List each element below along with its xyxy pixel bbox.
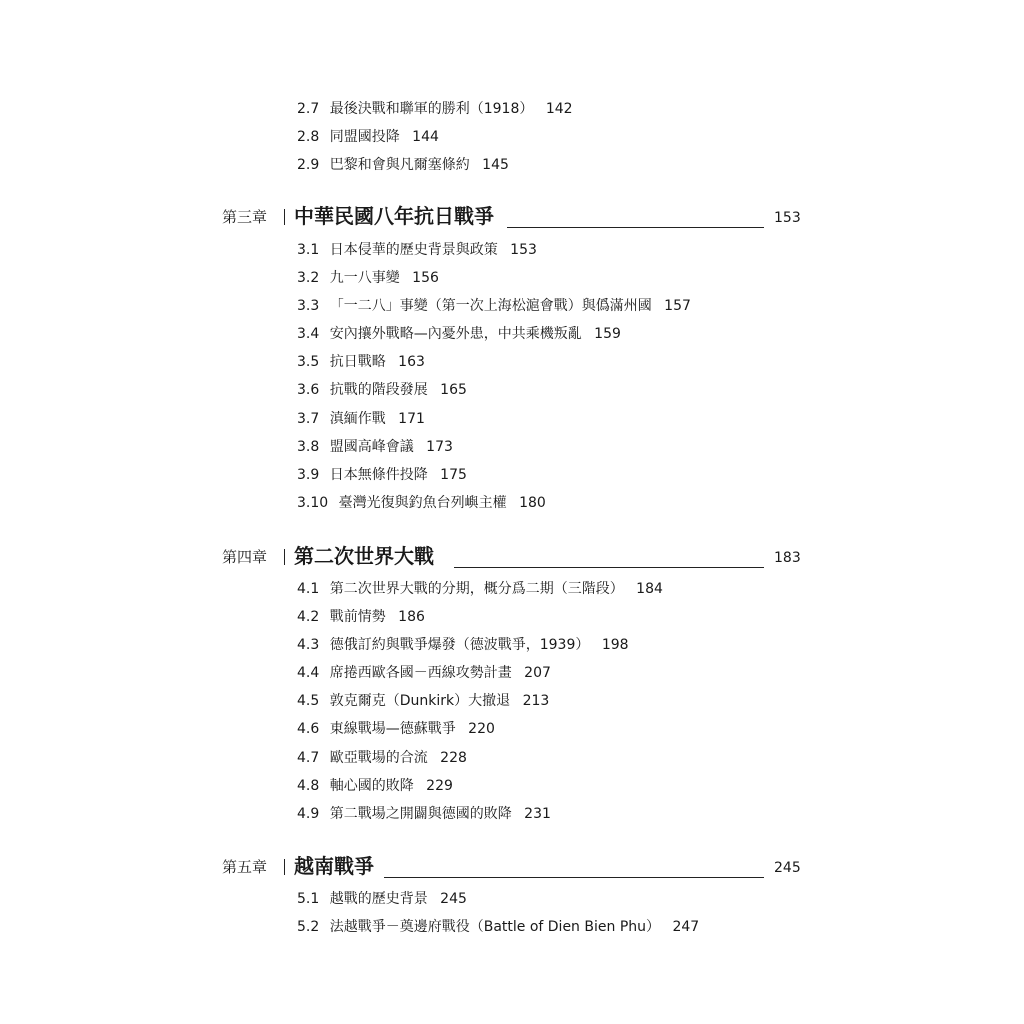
entry-title: 抗日戰略	[329, 354, 386, 370]
chapter-divider	[284, 549, 285, 565]
entry-number: 3.2	[297, 270, 320, 286]
entry-page: 198	[601, 637, 629, 653]
entry-page: 175	[440, 467, 467, 483]
toc-entry	[297, 888, 467, 910]
entry-title: 日本無條件投降	[329, 467, 428, 483]
entry-title: 東線戰場—德蘇戰爭	[329, 721, 456, 737]
chapter-label: 第三章	[222, 208, 268, 226]
entry-title: 滇緬作戰	[329, 411, 386, 427]
toc-entry	[297, 662, 551, 684]
entry-number: 4.7	[297, 750, 320, 766]
toc-entry	[297, 154, 509, 176]
toc-entry	[297, 126, 439, 148]
entry-page: 153	[510, 242, 537, 258]
chapter-leader-rule	[384, 877, 764, 878]
toc-entry	[297, 267, 439, 289]
entry-page: 245	[440, 891, 467, 907]
toc-entry	[297, 606, 425, 628]
toc-entry	[297, 690, 549, 712]
entry-title: 越戰的歷史背景	[329, 891, 428, 907]
entry-page: 145	[482, 157, 509, 173]
entry-page: 247	[672, 919, 700, 935]
entry-page: 231	[524, 806, 551, 822]
entry-title: 抗戰的階段發展	[329, 382, 428, 398]
entry-number: 3.6	[297, 382, 320, 398]
entry-number: 3.7	[297, 411, 320, 427]
entry-number: 3.9	[297, 467, 320, 483]
toc-entry	[297, 98, 573, 120]
entry-page: 186	[398, 609, 425, 625]
entry-title: 盟國高峰會議	[329, 439, 414, 455]
toc-entry	[297, 323, 621, 345]
entry-number: 3.5	[297, 354, 320, 370]
entry-number: 5.1	[297, 891, 320, 907]
entry-number: 4.3	[297, 637, 320, 653]
toc-entry	[297, 239, 537, 261]
toc-entry	[297, 436, 453, 458]
entry-title: 安內攘外戰略—內憂外患，中共乘機叛亂	[329, 326, 582, 342]
entry-number: 4.2	[297, 609, 320, 625]
entry-title: 法越戰爭－奠邊府戰役（Battle of Dien Bien Phu）	[329, 919, 661, 935]
entry-page: 229	[426, 778, 453, 794]
entry-page: 157	[664, 298, 691, 314]
entry-number: 4.4	[297, 665, 320, 681]
entry-page: 184	[636, 581, 663, 597]
entry-number: 4.9	[297, 806, 320, 822]
entry-number: 5.2	[297, 919, 320, 935]
toc-entry	[297, 379, 467, 401]
chapter-leader-rule	[454, 567, 764, 568]
chapter-page: 153	[774, 210, 801, 226]
entry-title: 第二戰場之開闢與德國的敗降	[329, 806, 512, 822]
entry-page: 220	[468, 721, 495, 737]
chapter-label: 第四章	[222, 548, 268, 566]
entry-number: 2.8	[297, 129, 320, 145]
toc-entry	[297, 747, 467, 769]
chapter-page: 245	[774, 860, 801, 876]
chapter-title: 中華民國八年抗日戰爭	[294, 204, 494, 228]
entry-number: 4.5	[297, 693, 320, 709]
entry-page: 207	[524, 665, 551, 681]
toc-entry	[297, 803, 551, 825]
entry-number: 3.3	[297, 298, 320, 314]
entry-title: 「一二八」事變（第一次上海松滬會戰）與僞滿州國	[329, 298, 652, 314]
chapter-heading-3	[222, 203, 802, 231]
entry-title: 第二次世界大戰的分期，概分爲二期（三階段）	[329, 581, 624, 597]
entry-page: 156	[412, 270, 439, 286]
entry-title: 席捲西歐各國－西線攻勢計畫	[329, 665, 512, 681]
entry-number: 4.1	[297, 581, 320, 597]
chapter-title: 越南戰爭	[294, 854, 374, 878]
toc-entry	[297, 916, 699, 938]
chapter-divider	[284, 859, 285, 875]
entry-title: 敦克爾克（Dunkirk）大撤退	[329, 693, 511, 709]
chapter-title: 第二次世界大戰	[294, 544, 434, 568]
entry-page: 228	[440, 750, 467, 766]
entry-page: 144	[412, 129, 439, 145]
chapter-page: 183	[774, 550, 801, 566]
entry-title: 歐亞戰場的合流	[329, 750, 428, 766]
toc-entry	[297, 775, 453, 797]
entry-title: 同盟國投降	[329, 129, 400, 145]
toc-entry	[297, 718, 495, 740]
entry-number: 3.4	[297, 326, 320, 342]
entry-number: 3.8	[297, 439, 320, 455]
entry-number: 4.8	[297, 778, 320, 794]
entry-title: 德俄訂約與戰爭爆發（德波戰爭，1939）	[329, 637, 590, 653]
toc-entry	[297, 464, 467, 486]
entry-page: 173	[426, 439, 453, 455]
entry-page: 142	[545, 101, 573, 117]
entry-page: 165	[440, 382, 467, 398]
chapter-heading-4	[222, 543, 802, 571]
entry-title: 日本侵華的歷史背景與政策	[329, 242, 498, 258]
entry-number: 2.9	[297, 157, 320, 173]
entry-title: 戰前情勢	[329, 609, 386, 625]
toc-entry	[297, 492, 546, 514]
entry-page: 159	[594, 326, 621, 342]
entry-page: 213	[522, 693, 550, 709]
entry-page: 163	[398, 354, 425, 370]
entry-title: 巴黎和會與凡爾塞條約	[329, 157, 470, 173]
entry-number: 3.10	[297, 495, 329, 511]
toc-entry	[297, 634, 629, 656]
toc-entry	[297, 408, 425, 430]
chapter-heading-5	[222, 853, 802, 881]
entry-title: 九一八事變	[329, 270, 400, 286]
entry-page: 180	[519, 495, 546, 511]
entry-number: 4.6	[297, 721, 320, 737]
entry-title: 最後決戰和聯軍的勝利（1918）	[329, 101, 534, 117]
toc-entry	[297, 578, 663, 600]
chapter-label: 第五章	[222, 858, 268, 876]
toc-entry	[297, 351, 425, 373]
entry-page: 171	[398, 411, 425, 427]
entry-title: 軸心國的敗降	[329, 778, 414, 794]
toc-entry	[297, 295, 691, 317]
entry-title: 臺灣光復與釣魚台列嶼主權	[338, 495, 507, 511]
chapter-leader-rule	[507, 227, 764, 228]
chapter-divider	[284, 209, 285, 225]
entry-number: 3.1	[297, 242, 320, 258]
entry-number: 2.7	[297, 101, 320, 117]
